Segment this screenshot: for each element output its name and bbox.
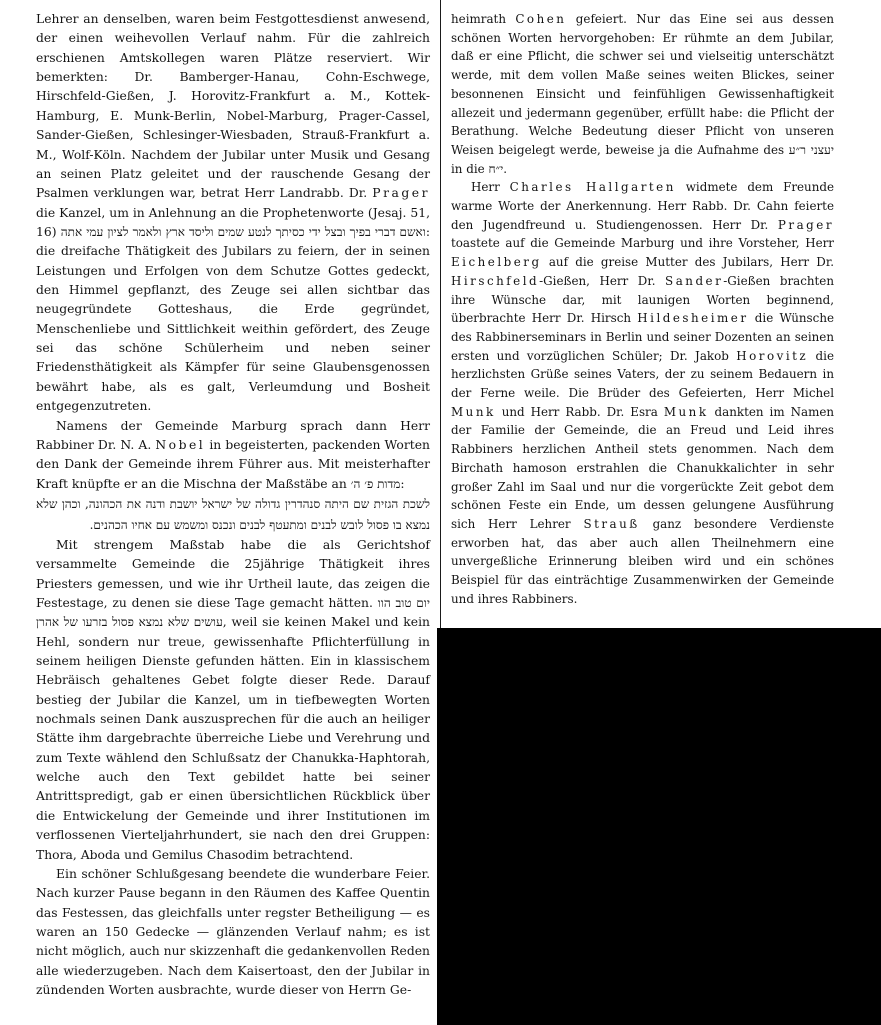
right-column (451, 10, 834, 609)
spaced-name: Prager (372, 186, 430, 201)
spaced-name: Hirschfeld (451, 273, 540, 288)
paragraph-nobel: Namens der Gemeinde Marburg sprach dann Herr Rabbiner Dr. N. A. Nobel in begeisterten, packenden Worten den Dank der Gemeinde ihrem Führer aus. Mit meisterhafter Kraft knüpfte er an die Mischna der Maßstäbe an מדות פ׳ ה׳: (36, 418, 430, 491)
hebrew-quote: וליסד ארץ ולאמר לציון עמי אתה (60, 224, 214, 239)
spaced-name: Eichelberg (451, 255, 542, 270)
hebrew-quote: מדות פ׳ ה׳ (350, 476, 401, 491)
hebrew-mishna-quote: לשכת הגזית שם היתה סנהדרין גדולה של ישראל יושבת ודנה את הכהונה, וכהן שלא נמצא בו פסול לובש לבנים ומתעטף לבנים ונכנס ומשמש עם אחיו הכהנים. (36, 496, 430, 532)
paragraph-massstab: Mit strengem Maßstab habe die als Gerichtshof versammelte Gemeinde die 25jährige Thätigkeit ihres Priesters gemessen, und wie ihr Urtheil laute, das zeigen die Festestage, zu denen sie diese Tage gemacht hätten. יום טוב הוו עושים שלא נמצא פסול בזרעו של אהרן, weil sie keinen Makel und kein Hehl, sondern nur treue, gewissenhafte Pflichterfüllung in seinem heiligen Dienste gefunden hätten. Ein in klassischem Hebräisch gehaltenes Gebet folgte dieser Rede. Darauf bestieg der Jubilar die Kanzel, um in tiefbewegten Worten nochmals seinen Dank auszusprechen für die auch an heiliger Stätte ihm dargebrachte überreiche Liebe und Verehrung und zum Texte wählend den Schlußsatz der Chanukka-Haphtorah, welche auch den Text gebildet hatte bei seiner Antrittspredigt, gab er einen übersichtlichen Rückblick über die Entwickelung der Gemeinde und ihrer Institutionen im verflossenen Vierteljahrhundert, sie nach den drei Gruppen: Thora, Aboda und Gemilus Chasodim betrachtend. (36, 537, 430, 862)
spaced-name: Strauß (583, 516, 640, 531)
spaced-name: Cohen (515, 12, 567, 26)
hebrew-quote: י״ח (488, 161, 504, 176)
black-scan-area (437, 628, 881, 1025)
hebrew-quote: יום טוב הוו עושים שלא נמצא פסול בזרעו של אהרן (36, 595, 430, 630)
spaced-name: Prager (777, 217, 834, 232)
spaced-name: Sander (665, 273, 724, 288)
spaced-name: Munk (451, 404, 496, 419)
paragraph-toasts: Herr Charles Hallgarten widmete dem Freunde warme Worte der Anerkennung. Herr Rabb. Dr. Cahn feierte den Jugendfreund u. Studiengenossen. Herr Dr. Prager toastete auf die Gemeinde Marburg und ihre Vorsteher, Herr Eichelberg auf die greise Mutter des Jubilars, Herr Dr. Hirschfeld-Gießen, Herr Dr. Sander-Gießen brachten ihre Wünsche dar, mit launigen Worten beginnend, überbrachte Herr Dr. Hirsch Hildesheimer die Wünsche des Rabbinerseminars in Berlin und seiner Dozenten an seinen ersten und vorzüglichen Schüler; Dr. Jakob Horovitz die herzlichsten Grüße seines Vaters, der zu seinem Bedauern in der Ferne weile. Die Brüder des Gefeierten, Herr Michel Munk und Herr Rabb. Dr. Esra Munk dankten im Namen der Familie der Gemeinde, die an Freud und Leid ihres Rabbiners herzlichen Antheil stets genommen. Nach dem Birchath hamoson erstrahlen die Chanukkalichter in sehr großer Zahl im Saal und nur die vorgerückte Zeit gebot dem schönen Feste ein Ende, um dessen gelungene Ausführung sich Herr Lehrer Strauß ganz besondere Verdienste erworben hat, das aber auch allen Theilnehmern eine unvergeßliche Erinnerung bleiben wird und ein schönes Beispiel für das einträchtige Zusammenwirken der Gemeinde und ihres Rabbiners. (451, 180, 835, 606)
left-column (36, 10, 430, 1000)
spaced-name: Munk (663, 404, 709, 419)
spaced-name: Hildesheimer (637, 311, 749, 326)
spaced-name: Charles Hallgarten (509, 180, 676, 195)
paragraph-festessen: Ein schöner Schlußgesang beendete die wunderbare Feier. Nach kurzer Pause begann in den Räumen des Kaffee Quentin das Festessen, das gleichfalls unter regster Betheiligung — es waren an 150 Gedecke — glänzenden Verlauf nahm; es ist nicht möglich, auch nur skizzenhaft die gedankenvollen Reden alle wiederzugeben. Nach dem Kaisertoast, den der Jubilar in zündenden Worten ausbrachte, wurde dieser von Herrn Ge- (36, 866, 430, 998)
spaced-name: Nobel (155, 437, 206, 452)
paragraph-festgottesdienst: Lehrer an denselben, waren beim Festgottesdienst anwesend, der einen weihevollen Verlauf nahm. Für die zahlreich erschienen Amtskollegen waren Plätze reserviert. Wir bemerkten: Dr. Bamberger-Hanau, Cohn-Eschwege, Hirschfeld-Gießen, J. Horovitz-Frankfurt a. M., Kottek-Hamburg, E. Munk-Berlin, Nobel-Marburg, Prager-Cassel, Sander-Gießen, Schlesinger-Wiesbaden, Strauß-Frankfurt a. M., Wolf-Köln. Nachdem der Jubilar unter Musik und Gesang an seinen Platz geleitet und der rauschende Gesang der Psalmen verklungen war, betrat Herr Landrabb. Dr. Prager die Kanzel, um in Anlehnung an die Prophetenworte (Jesaj. 51, 16) ואשם דברי בפיך ובצל ידי כסיתך לנטע שמים וליסד ארץ ולאמר לציון עמי אתה : die dreifache Thätigkeit des Jubilars zu feiern, der in seinen Leistungen und Erfolgen von dem Schutze Gottes gedeckt, den Himmel gepflanzt, des Zeuge sei allen sichtbar das neugegründete Gotteshaus, die Erde gegründet, Menschenliebe und Sittlichkeit weithin gefördert, des Zeuge sei das schöne Schülerheim und neben seiner Friedensthätigkeit als Kämpfer für seine Glaubensgenossen bewährt habe, als es galt, Verleumdung und Bosheit entgegenzutreten. (36, 12, 430, 414)
spaced-name: Horovitz (736, 348, 809, 363)
hebrew-quote: ואשם דברי בפיך ובצל ידי כסיתך לנטע שמים (217, 224, 426, 239)
hebrew-quote: יעצני ר״ע (788, 142, 834, 157)
paragraph-beratung: heimrath Cohen gefeiert. Nur das Eine sei aus dessen schönen Worten hervorgehoben: Er rühmte an dem Jubilar, daß er eine Pflicht, die schwer sei und vielseitig unterschätzt werde, mit dem vollen Maße seines weiten Blickes, seiner besonnenen Einsicht und feinfühligen Gewissenhaftigkeit allezeit und jedermann gegenüber, erfüllt habe: die Pflicht der Berathung. Welche Bedeutung dieser Pflicht von unseren Weisen beigelegt werde, beweise ja die Aufnahme des יעצני ר״ע in die י״ח. (451, 12, 835, 176)
